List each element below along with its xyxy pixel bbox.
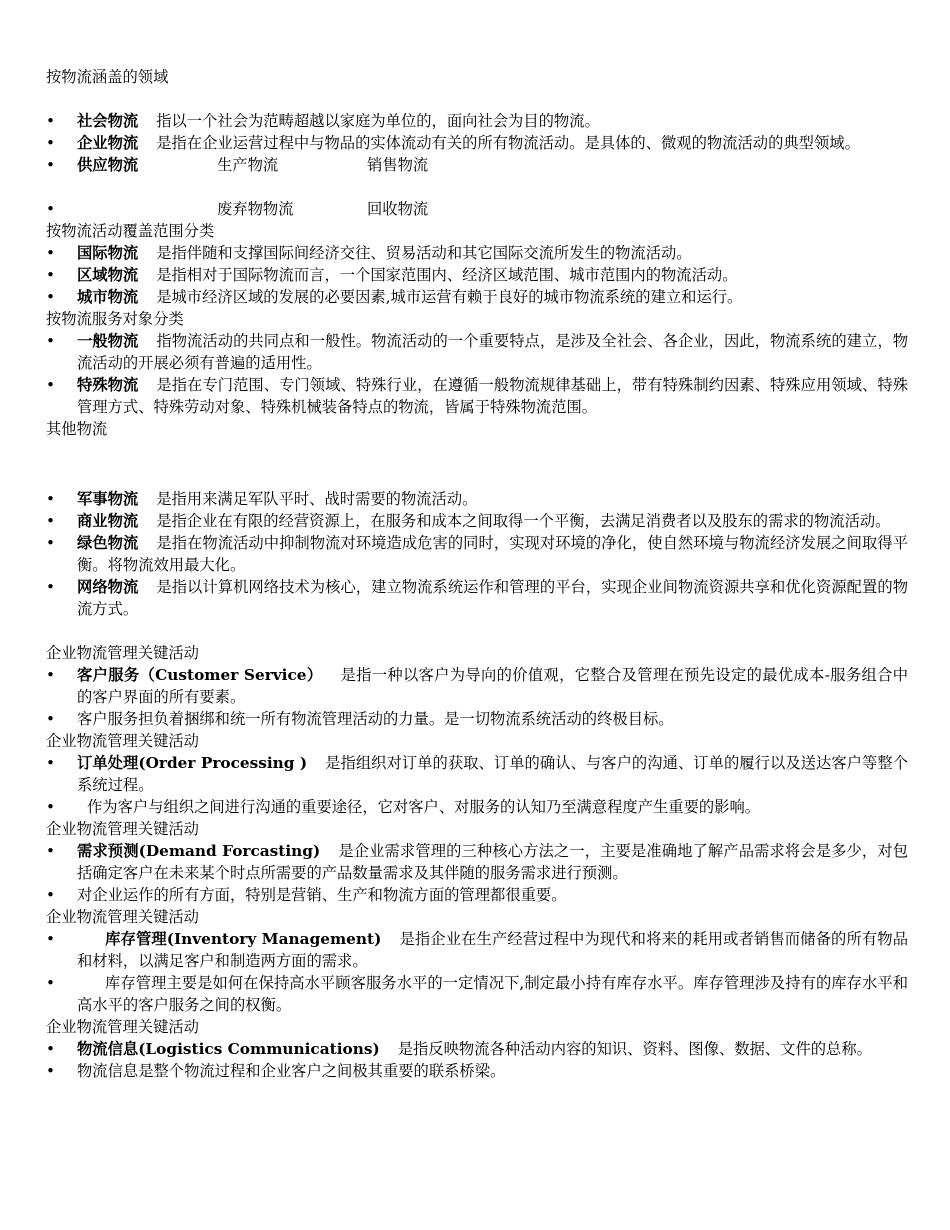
bullet-icon: • bbox=[46, 512, 56, 530]
item-term: 网络物流 bbox=[77, 578, 139, 596]
section-heading-key-activity: 企业物流管理关键活动 bbox=[46, 820, 199, 838]
bullet-icon: • bbox=[46, 1062, 56, 1080]
bullet-icon: • bbox=[46, 112, 56, 130]
item-desc: 是指相对于国际物流而言，一个国家范围内、经济区域范围、城市范围内的物流活动。 bbox=[156, 266, 738, 284]
item-term: 商业物流 bbox=[77, 512, 139, 530]
bullet-icon: • bbox=[46, 134, 56, 152]
bullet-icon: • bbox=[46, 578, 56, 596]
list-item bbox=[46, 1060, 908, 1082]
item-term: 城市物流 bbox=[77, 288, 139, 306]
item-desc: 是指企业在生产经营过程中为现代和将来的耗用或者销售而储备的所有物品和材料，以满足客户和制造两方面的需求。 bbox=[77, 930, 908, 970]
list-item bbox=[46, 972, 908, 1016]
bullet-icon: • bbox=[46, 156, 56, 174]
item-desc: 是指企业在有限的经营资源上，在服务和成本之间取得一个平衡，去满足消费者以及股东的需求的物流活动。 bbox=[156, 512, 891, 530]
item-desc: 是指在企业运营过程中与物品的实体流动有关的所有物流活动。是具体的、微观的物流活动的典型领域。 bbox=[156, 134, 860, 152]
bullet-icon: • bbox=[46, 534, 56, 552]
list-item bbox=[46, 510, 908, 532]
item-term: 企业物流 bbox=[77, 134, 139, 152]
list-item bbox=[46, 132, 908, 154]
bullet-icon: • bbox=[46, 266, 56, 284]
item-term: 物流信息(Logistics Communications) bbox=[77, 1040, 380, 1058]
item-note: 库存管理主要是如何在保持高水平顾客服务水平的一定情况下,制定最小持有库存水平。库存管理涉及持有的库存水平和高水平的客户服务之间的权衡。 bbox=[77, 974, 908, 1014]
item-term: 一般物流 bbox=[77, 332, 139, 350]
item-desc: 是指用来满足军队平时、战时需要的物流活动。 bbox=[156, 490, 478, 508]
item-term: 销售物流 bbox=[367, 156, 429, 174]
section-heading-key-activity: 企业物流管理关键活动 bbox=[46, 1018, 199, 1036]
bullet-icon: • bbox=[46, 886, 56, 904]
list-item bbox=[46, 264, 908, 286]
document-body bbox=[46, 66, 908, 1082]
list-item bbox=[46, 928, 908, 972]
item-note: 物流信息是整个物流过程和企业客户之间极其重要的联系桥梁。 bbox=[77, 1062, 506, 1080]
bullet-icon: • bbox=[46, 244, 56, 262]
item-note: 客户服务担负着捆绑和统一所有物流管理活动的力量。是一切物流系统活动的终极目标。 bbox=[77, 710, 674, 728]
item-term: 军事物流 bbox=[77, 490, 139, 508]
item-term: 库存管理(Inventory Management) bbox=[105, 930, 382, 948]
item-term: 回收物流 bbox=[367, 200, 429, 218]
bullet-icon: • bbox=[46, 490, 56, 508]
list-item bbox=[46, 110, 908, 132]
section-heading-other: 其他物流 bbox=[46, 420, 108, 438]
item-term: 绿色物流 bbox=[77, 534, 139, 552]
list-item bbox=[46, 576, 908, 620]
item-term: 区域物流 bbox=[77, 266, 139, 284]
bullet-icon: • bbox=[46, 332, 56, 350]
bullet-icon: • bbox=[46, 930, 56, 948]
section-heading-key-activity: 企业物流管理关键活动 bbox=[46, 732, 199, 750]
list-item bbox=[46, 330, 908, 374]
item-desc: 是指以计算机网络技术为核心，建立物流系统运作和管理的平台，实现企业间物流资源共享和优化资源配置的物流方式。 bbox=[77, 578, 908, 618]
section-heading-key-activity: 企业物流管理关键活动 bbox=[46, 644, 199, 662]
item-desc: 指以一个社会为范畴超越以家庭为单位的，面向社会为目的物流。 bbox=[156, 112, 600, 130]
list-item bbox=[46, 198, 908, 220]
item-desc: 指物流活动的共同点和一般性。物流活动的一个重要特点，是涉及全社会、各企业，因此，物流系统的建立，物流活动的开展必须有普遍的适用性。 bbox=[77, 332, 908, 372]
bullet-icon: • bbox=[46, 200, 56, 218]
item-desc: 是指反映物流各种活动内容的知识、资料、图像、数据、文件的总称。 bbox=[397, 1040, 872, 1058]
item-desc: 是企业需求管理的三种核心方法之一，主要是准确地了解产品需求将会是多少，对包括确定客户在未来某个时点所需要的产品数量需求及其伴随的服务需求进行预测。 bbox=[77, 842, 908, 882]
item-term: 需求预测(Demand Forcasting) bbox=[77, 842, 321, 860]
item-note: 对企业运作的所有方面，特别是营销、生产和物流方面的管理都很重要。 bbox=[77, 886, 567, 904]
list-item bbox=[46, 1038, 908, 1060]
section-heading-key-activity: 企业物流管理关键活动 bbox=[46, 908, 199, 926]
section-heading-service-target: 按物流服务对象分类 bbox=[46, 310, 184, 328]
list-item bbox=[46, 154, 908, 176]
item-desc: 是城市经济区域的发展的必要因素,城市运营有赖于良好的城市物流系统的建立和运行。 bbox=[156, 288, 743, 306]
item-term: 国际物流 bbox=[77, 244, 139, 262]
list-item bbox=[46, 374, 908, 418]
list-item bbox=[46, 884, 908, 906]
list-item bbox=[46, 286, 908, 308]
bullet-icon: • bbox=[46, 974, 56, 992]
item-term: 供应物流 bbox=[77, 156, 139, 174]
item-desc: 是指组织对订单的获取、订单的确认、与客户的沟通、订单的履行以及送达客户等整个系统过程。 bbox=[77, 754, 908, 794]
item-term: 社会物流 bbox=[77, 112, 139, 130]
list-item bbox=[46, 664, 908, 708]
section-heading-coverage: 按物流活动覆盖范围分类 bbox=[46, 222, 215, 240]
item-term: 客户服务（Customer Service） bbox=[77, 666, 323, 684]
bullet-icon: • bbox=[46, 376, 56, 394]
bullet-icon: • bbox=[46, 1040, 56, 1058]
item-term: 订单处理(Order Processing ) bbox=[77, 754, 308, 772]
item-term: 特殊物流 bbox=[77, 376, 139, 394]
item-desc: 是指在物流活动中抑制物流对环境造成危害的同时，实现对环境的净化，使自然环境与物流经济发展之间取得平衡。将物流效用最大化。 bbox=[77, 534, 908, 574]
item-term: 废弃物物流 bbox=[217, 200, 294, 218]
bullet-icon: • bbox=[46, 798, 56, 816]
list-item bbox=[46, 840, 908, 884]
bullet-icon: • bbox=[46, 842, 56, 860]
item-desc: 是指伴随和支撑国际间经济交往、贸易活动和其它国际交流所发生的物流活动。 bbox=[156, 244, 692, 262]
list-item bbox=[46, 242, 908, 264]
list-item bbox=[46, 532, 908, 576]
list-item bbox=[46, 796, 908, 818]
list-item bbox=[46, 752, 908, 796]
item-term: 生产物流 bbox=[217, 156, 279, 174]
item-desc: 是指在专门范围、专门领域、特殊行业，在遵循一般物流规律基础上，带有特殊制约因素、特殊应用领域、特殊管理方式、特殊劳动对象、特殊机械装备特点的物流，皆属于特殊物流范围。 bbox=[77, 376, 908, 416]
bullet-icon: • bbox=[46, 288, 56, 306]
bullet-icon: • bbox=[46, 666, 56, 684]
item-note: 作为客户与组织之间进行沟通的重要途径，它对客户、对服务的认知乃至满意程度产生重要的影响。 bbox=[87, 798, 761, 816]
section-heading-domain: 按物流涵盖的领域 bbox=[46, 68, 169, 86]
bullet-icon: • bbox=[46, 754, 56, 772]
list-item bbox=[46, 488, 908, 510]
bullet-icon: • bbox=[46, 710, 56, 728]
list-item bbox=[46, 708, 908, 730]
item-desc: 是指一种以客户为导向的价值观，它整合及管理在预先设定的最优成本-服务组合中的客户界面的所有要素。 bbox=[77, 666, 908, 706]
